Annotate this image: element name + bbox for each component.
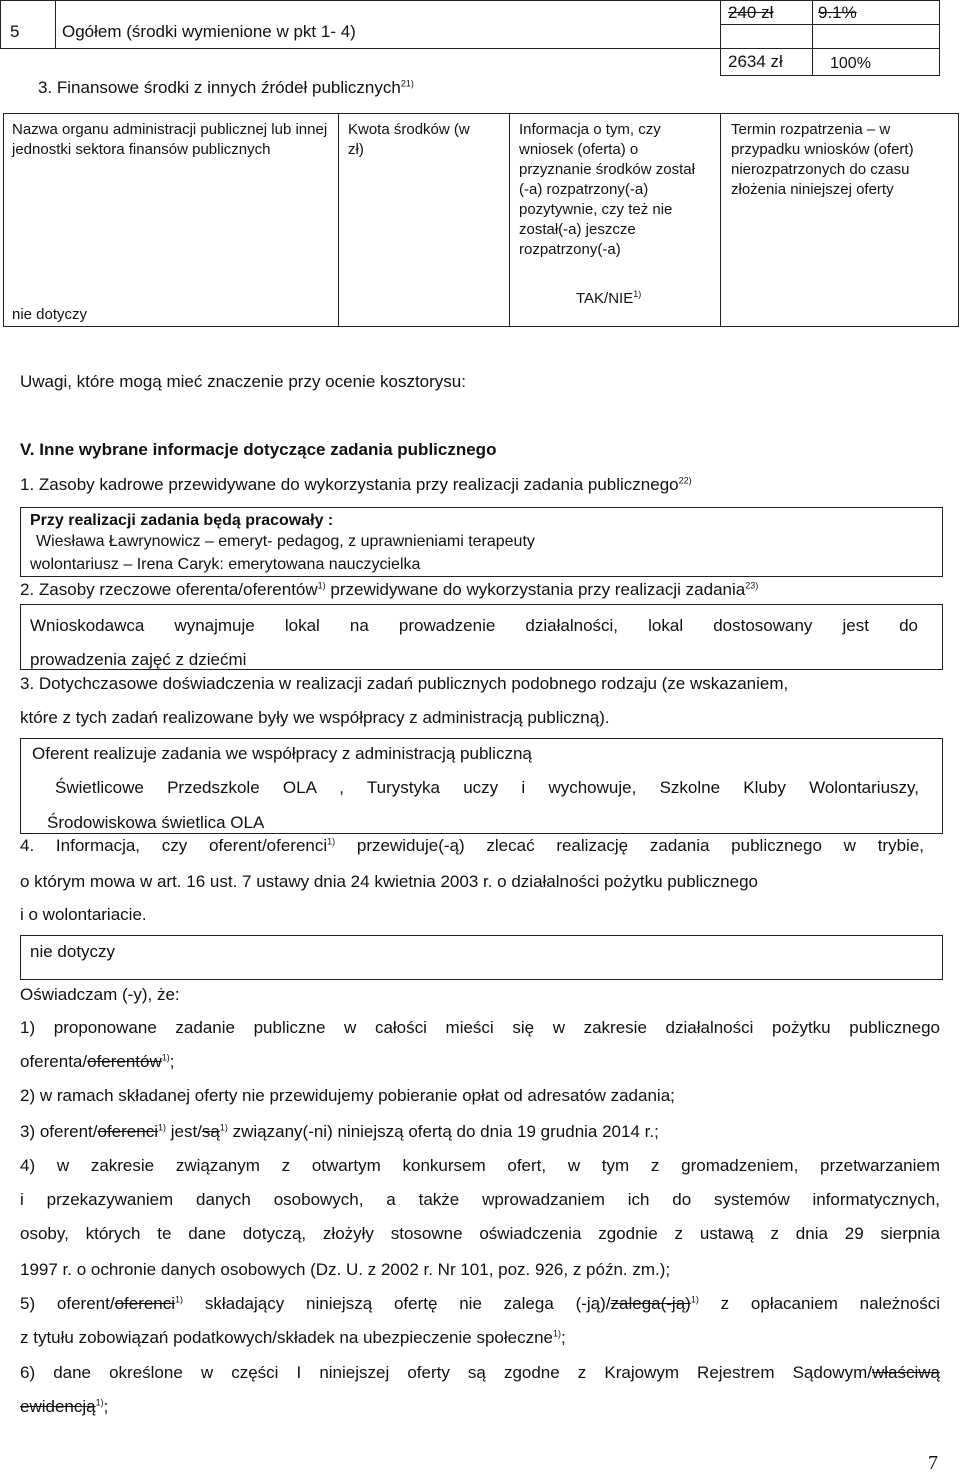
declaration-1-line-1: 1) proponowane zadanie publiczne w całości mieści się w zakresie działalności pożytku publicznego bbox=[20, 1018, 940, 1037]
declaration-6-line-1: 6) dane określone w części I niniejszej oferty są zgodne z Krajowym Rejestrem Sądowym/właściwą bbox=[20, 1363, 940, 1382]
col-header-deadline: Termin rozpatrzenia – w przypadku wniosków (ofert) nierozpatrzonych do czasu złożenia niniejszej oferty bbox=[731, 121, 914, 198]
declaration-5-line-1: 5) oferent/oferenci$^{1)}$ składający niniejszą ofertę nie zalega (-ją)/zalega(-ją)$^{1)}$ z opłacaniem należności bbox=[20, 1294, 940, 1313]
exp-line-1: Oferent realizuje zadania we współpracy z administracją publiczną bbox=[32, 744, 532, 763]
declaration-3: 3) oferent/oferenci$^{1)}$ jest/$są^{1)}$ związany(-ni) niniejszą ofertą do dnia 19 grudnia 2014 r.; bbox=[20, 1122, 659, 1141]
row5-percent: 9.1% bbox=[818, 3, 857, 22]
staff-line-3: wolontariusz – Irena Caryk: emerytowana nauczycielka bbox=[30, 556, 421, 573]
declaration-2: 2) w ramach składanej oferty nie przewidujemy pobieranie opłat od adresatów zadania; bbox=[20, 1086, 675, 1105]
material-line-1: Wnioskodawca wynajmuje lokal na prowadzenie działalności, lokal dostosowany jest do bbox=[30, 616, 918, 635]
declaration-4-line-3: osoby, których te dane dotyczą, złożyły stosowne oświadczenia zgodnie z ustawą z dnia 29 sierpnia bbox=[20, 1224, 940, 1243]
total-amount: 2634 zł bbox=[728, 52, 783, 71]
item3-line-2: które z tych zadań realizowane były we współpracy z administracją publiczną). bbox=[20, 708, 610, 727]
item1-heading: 1. Zasoby kadrowe przewidywane do wykorzystania przy realizacji zadania publicznego$^{22)}$ bbox=[20, 475, 692, 494]
exp-line-3: Środowiskowa świetlica OLA bbox=[47, 813, 265, 832]
item4-line-3: i o wolontariacie. bbox=[20, 905, 147, 924]
declaration-5-line-2: z tytułu zobowiązań podatkowych/składek na ubezpieczenie społeczne$^{1)}$; bbox=[20, 1328, 566, 1347]
remarks-label: Uwagi, które mogą mieć znaczenie przy ocenie kosztorysu: bbox=[20, 372, 466, 391]
col-header-amount: Kwota środków (w zł) bbox=[348, 121, 470, 158]
declaration-4-line-2: i przekazywaniem danych osobowych, a także wprowadzaniem ich do systemów informatycznych, bbox=[20, 1190, 940, 1209]
staff-line-1: Przy realizacji zadania będą pracowały : bbox=[30, 512, 334, 529]
declarations-intro: Oświadczam (-y), że: bbox=[20, 985, 180, 1004]
material-line-2: prowadzenia zajęć z dziećmi bbox=[30, 650, 247, 669]
section-v-title: V. Inne wybrane informacje dotyczące zadania publicznego bbox=[20, 440, 497, 459]
item3-line-1: 3. Dotychczasowe doświadczenia w realizacji zadań publicznych podobnego rodzaju (ze wskazaniem, bbox=[20, 674, 789, 693]
total-percent: 100% bbox=[830, 55, 871, 72]
item4-line-2: o którym mowa w art. 16 ust. 7 ustawy dnia 24 kwietnia 2003 r. o działalności pożytku publicznego bbox=[20, 872, 758, 891]
item2-heading: 2. Zasoby rzeczowe oferenta/oferentów$^{1)}$ przewidywane do wykorzystania przy realizacji zadania$^{23)}$ bbox=[20, 580, 759, 599]
section-label: 3. Finansowe środki z innych źródeł publicznych$^{21)}$ bbox=[38, 78, 414, 97]
item4-line-1: 4. Informacja, czy oferent/oferenci$^{1)}$ przewiduje(-ą) zlecać realizację zadania publicznego w trybie, bbox=[20, 836, 924, 855]
page-number: 7 bbox=[928, 1452, 938, 1474]
row-number: 5 bbox=[10, 22, 20, 41]
declaration-4-line-4: 1997 r. o ochronie danych osobowych (Dz. U. z 2002 r. Nr 101, poz. 926, z późn. zm.); bbox=[20, 1260, 671, 1279]
subcontract-value: nie dotyczy bbox=[30, 942, 116, 961]
row5-amount: 240 zł bbox=[728, 3, 774, 22]
staff-line-2: Wiesława Ławrynowicz – emeryt- pedagog, z uprawnieniami terapeuty bbox=[36, 533, 535, 550]
col-header-organ: Nazwa organu administracji publicznej lub innej jednostki sektora finansów publicznych bbox=[12, 121, 328, 158]
subcontract-box bbox=[20, 935, 943, 980]
organ-value: nie dotyczy bbox=[12, 306, 88, 323]
exp-line-2: Świetlicowe Przedszkole OLA , Turystyka uczy i wychowuje, Szkolne Kluby Wolontariuszy, bbox=[55, 778, 919, 797]
row-label: Ogółem (środki wymienione w pkt 1- 4) bbox=[62, 22, 356, 41]
tak-nie-label: TAK/NIE$^{1)}$ bbox=[576, 289, 642, 307]
declaration-6-line-2: ewidencją$^{1)}$; bbox=[20, 1397, 109, 1416]
declaration-4-line-1: 4) w zakresie związanym z otwartym konkursem ofert, w tym z gromadzeniem, przetwarzaniem bbox=[20, 1156, 940, 1175]
col-header-status: Informacja o tym, czy wniosek (oferta) o przyznanie środków został (-a) rozpatrzony(-a) pozytywnie, czy też nie został(-a) jeszcze rozpatrzony(-a) bbox=[519, 121, 695, 258]
declaration-1-line-2: oferenta/oferentów$^{1)}$; bbox=[20, 1052, 175, 1071]
